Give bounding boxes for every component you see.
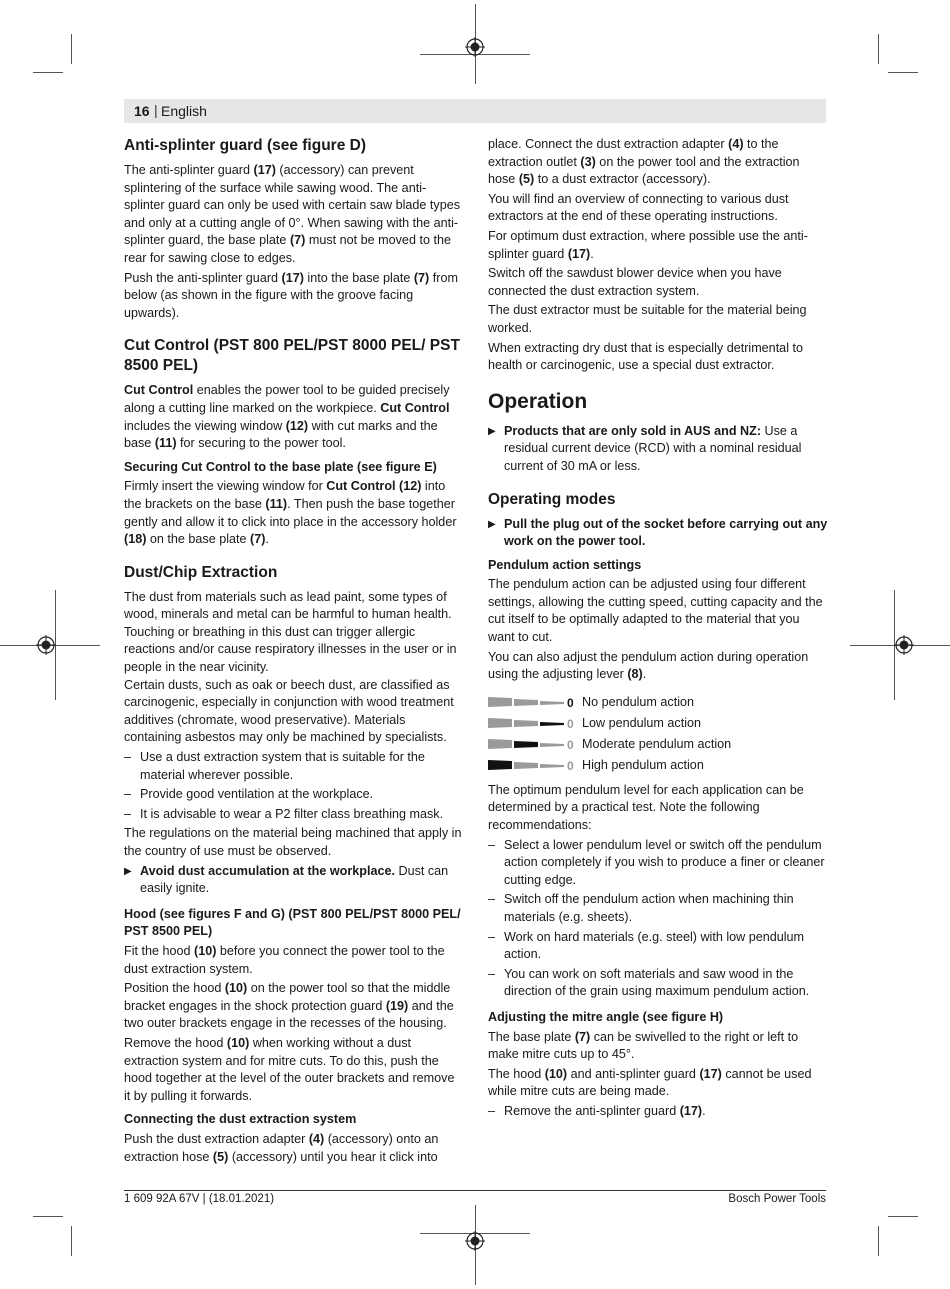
paragraph: You can also adjust the pendulum action during operation using the adjusting lever (8).	[488, 649, 809, 682]
list-item: – Provide good ventilation at the workplace.	[124, 787, 374, 802]
paragraph: Push the anti-splinter guard (17) into the base plate (7) from below (as shown in the figure with the groove facing upwards).	[124, 270, 458, 320]
paragraph: Push the dust extraction adapter (4) (accessory) onto an extraction hose (5) (accessory) until you hear it click into	[124, 1131, 439, 1164]
registration-target-icon	[894, 635, 914, 655]
pendulum-segment	[514, 720, 538, 727]
pendulum-segment	[514, 741, 538, 748]
pendulum-segment	[488, 739, 512, 749]
paragraph: The optimum pendulum level for each application can be determined by a practical test. Note the following recommendations:	[488, 782, 804, 833]
paragraph: The base plate (7) can be swivelled to the right or left to make mitre cuts up to 45°.	[488, 1029, 799, 1062]
subsection-title: Hood (see figures F and G) (PST 800 PEL/PST 8000 PEL/ PST 8500 PEL)	[124, 906, 461, 939]
page-header	[124, 99, 826, 123]
paragraph: You will find an overview of connecting to various dust extractors at the end of these operating instructions.	[488, 191, 789, 224]
triangle-icon: ▶	[488, 518, 496, 530]
list-item: – You can work on soft materials and saw wood in the direction of the grain using maximum pendulum action.	[488, 966, 810, 999]
crop-mark	[878, 1226, 879, 1256]
warning-item: ▶ Pull the plug out of the socket before carrying out any work on the power tool.	[488, 516, 828, 549]
footer-brand: Bosch Power Tools	[728, 1193, 826, 1205]
section-title-operation: Operation	[488, 389, 588, 413]
registration-target-icon	[465, 1231, 485, 1251]
page-number: 16	[134, 103, 150, 119]
pendulum-level-row: 0 No pendulum action	[488, 692, 828, 713]
subsection-title: Securing Cut Control to the base plate (see figure E)	[124, 459, 437, 474]
crop-mark	[33, 72, 63, 73]
pendulum-level-icon	[488, 716, 576, 730]
pendulum-zero-marker: 0	[567, 759, 574, 773]
list-item: – Select a lower pendulum level or switch off the pendulum action completely if you wish to produce a finer or cleaner cutting edge.	[488, 837, 825, 887]
paragraph: The dust from materials such as lead paint, some types of wood, minerals and metal can be harmful to human health. Touching or breathing in this dust can trigger allergic reactions and/or cause respiratory illnesses in the user or in people in the near vicinity.	[124, 589, 457, 675]
header-language: English	[161, 103, 207, 119]
list-item: – Remove the anti-splinter guard (17).	[488, 1103, 706, 1118]
paragraph: The regulations on the material being machined that apply in the country of use must be observed.	[124, 826, 462, 858]
subsection-title: Adjusting the mitre angle (see figure H)	[488, 1009, 724, 1024]
paragraph: The hood (10) and anti-splinter guard (17) cannot be used while mitre cuts are being made.	[488, 1066, 812, 1099]
subsection-title: Connecting the dust extraction system	[124, 1112, 357, 1127]
pendulum-segment	[514, 699, 538, 706]
section-title-modes: Operating modes	[488, 490, 616, 508]
pendulum-level-row: 0 Low pendulum action	[488, 713, 828, 734]
pendulum-segment	[540, 701, 564, 705]
triangle-icon: ▶	[488, 425, 496, 437]
paragraph: When extracting dry dust that is especially detrimental to health or carcinogenic, use a special dust extractor.	[488, 340, 803, 373]
list-item: – It is advisable to wear a P2 filter class breathing mask.	[124, 806, 444, 821]
paragraph: Certain dusts, such as oak or beech dust, are classified as carcinogenic, especially in conjunction with wood treatment additives (chromate, wood preservative). Materials containing asbestos may only be machined by specialists.	[124, 677, 454, 745]
crop-mark	[888, 72, 918, 73]
paragraph: For optimum dust extraction, where possible use the anti-splinter guard (17).	[488, 228, 808, 261]
pendulum-zero-marker: 0	[567, 696, 574, 710]
pendulum-level-row: 0 Moderate pendulum action	[488, 734, 828, 755]
pendulum-segment	[488, 718, 512, 728]
pendulum-segment	[514, 762, 538, 769]
paragraph: Switch off the sawdust blower device when you have connected the dust extraction system.	[488, 266, 782, 298]
section-title-anti-splinter: Anti-splinter guard (see figure D)	[124, 137, 366, 154]
triangle-icon: ▶	[124, 865, 132, 877]
section-title-cut-control: Cut Control (PST 800 PEL/PST 8000 PEL/ PST 8500 PEL)	[124, 337, 460, 375]
paragraph: Firmly insert the viewing window for Cut Control (12) into the brackets on the base (11). Then push the base together gently and allow it to click into place in the accessory holder (18) on the base plate (7).	[124, 479, 457, 547]
warning-item: ▶ Avoid dust accumulation at the workplace. Dust can easily ignite.	[124, 863, 449, 896]
pendulum-segment	[540, 722, 564, 726]
pendulum-level-icon	[488, 737, 576, 751]
paragraph: Fit the hood (10) before you connect the power tool to the dust extraction system.	[124, 943, 445, 976]
pendulum-segment	[488, 760, 512, 770]
left-column	[124, 136, 464, 1168]
pendulum-segment	[488, 697, 512, 707]
crop-mark	[878, 34, 879, 64]
pendulum-levels	[488, 692, 828, 776]
footer-rule	[124, 1190, 826, 1191]
paragraph: Position the hood (10) on the power tool so that the middle bracket engages in the shock protection guard (19) and the two outer brackets engage in the recesses of the housing.	[124, 981, 454, 1031]
crop-mark	[888, 1216, 918, 1217]
crop-mark	[33, 1216, 63, 1217]
pendulum-level-icon	[488, 695, 576, 709]
pendulum-level-icon	[488, 758, 576, 772]
paragraph: place. Connect the dust extraction adapter (4) to the extraction outlet (3) on the power tool and the extraction hose (5) to a dust extractor (accessory).	[488, 137, 800, 187]
list-item: – Work on hard materials (e.g. steel) with low pendulum action.	[488, 929, 805, 962]
registration-target-icon	[36, 635, 56, 655]
pendulum-level-row: 0 High pendulum action	[488, 755, 828, 776]
subsection-title: Pendulum action settings	[488, 557, 642, 572]
header-separator: |	[154, 102, 158, 118]
pendulum-segment	[540, 764, 564, 768]
registration-target-icon	[465, 37, 485, 57]
right-column	[488, 136, 828, 1123]
warning-item: ▶ Products that are only sold in AUS and NZ: Use a residual current device (RCD) with a nominal residual current of 30 mA or less.	[488, 423, 802, 473]
paragraph: Cut Control enables the power tool to be guided precisely along a cutting line marked on the workpiece. Cut Control includes the viewing window (12) with cut marks and the base (11) for securing to the power tool.	[124, 383, 450, 451]
paragraph: The dust extractor must be suitable for the material being worked.	[488, 303, 807, 335]
footer-doc-id: 1 609 92A 67V | (18.01.2021)	[124, 1193, 275, 1205]
paragraph: The anti-splinter guard (17) (accessory) can prevent splintering of the surface while sawing wood. The anti-splinter guard can only be used with certain saw blade types and only at a cutting angle of 0°. When sawing with the anti-splinter guard, the base plate (7) must not be moved to the rear for sawing close to edges.	[124, 163, 461, 265]
pendulum-segment	[540, 743, 564, 747]
crop-mark	[71, 34, 72, 64]
crop-mark	[71, 1226, 72, 1256]
list-item: – Use a dust extraction system that is suitable for the material wherever possible.	[124, 750, 425, 782]
list-item: – Switch off the pendulum action when machining thin materials (e.g. sheets).	[488, 892, 794, 924]
section-title-dust: Dust/Chip Extraction	[124, 563, 278, 581]
pendulum-zero-marker: 0	[567, 717, 574, 731]
paragraph: Remove the hood (10) when working without a dust extraction system and for mitre cuts. To do this, push the hood together at the level of the outer brackets and remove it by pulling it forwards.	[124, 1035, 455, 1103]
pendulum-zero-marker: 0	[567, 738, 574, 752]
paragraph: The pendulum action can be adjusted using four different settings, allowing the cutting speed, cutting capacity and the cut itself to be optimally adapted to the material that you want to cut.	[488, 577, 823, 645]
